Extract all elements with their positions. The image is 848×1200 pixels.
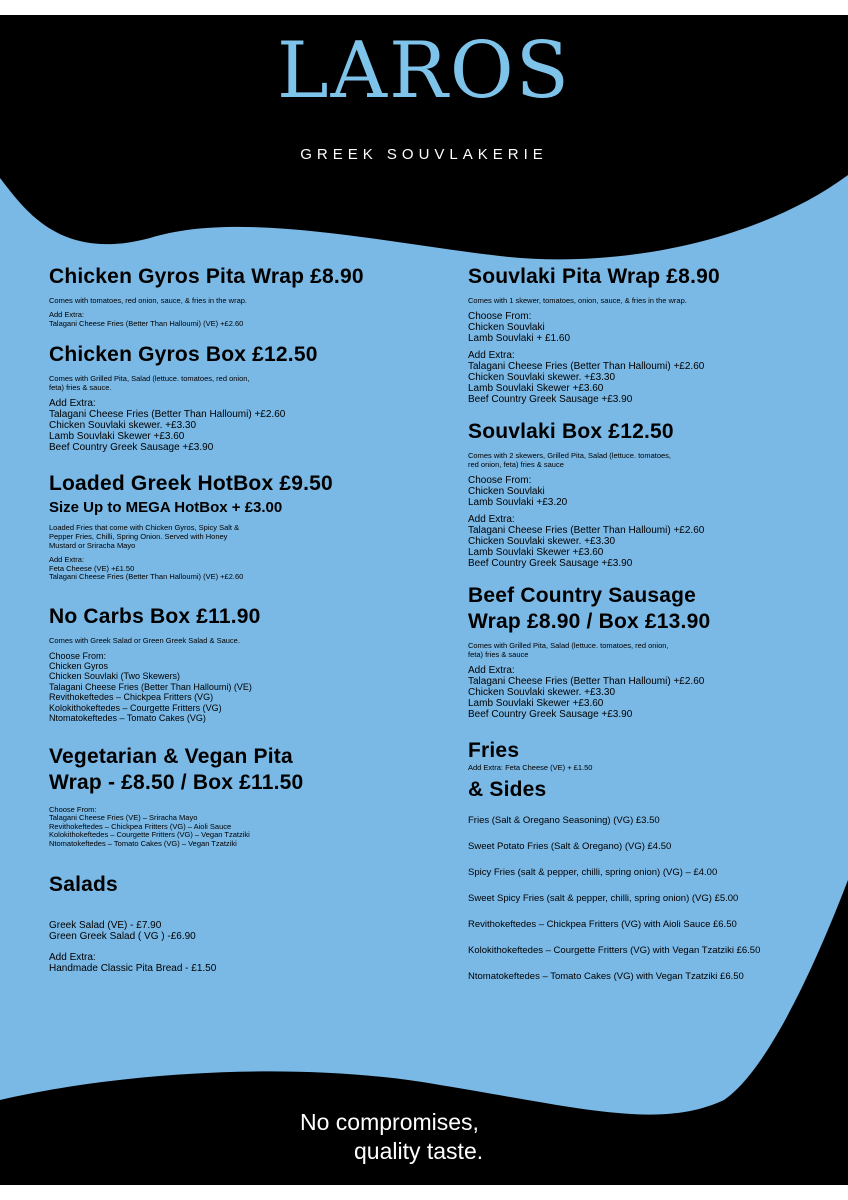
- item-title: Fries: [468, 739, 520, 762]
- item-title: Chicken Gyros Pita Wrap £8.90: [49, 265, 364, 288]
- item-title: Souvlaki Pita Wrap £8.90: [468, 265, 720, 288]
- item-upsell: Size Up to MEGA HotBox + £3.00: [49, 499, 283, 516]
- extra-option: Talagani Cheese Fries (Better Than Halloumi) (VE) +£2.60: [49, 318, 244, 328]
- item-title: Salads: [49, 873, 118, 896]
- choice-option: Kolokithokeftedes – Courgette Fritters (VG) – Vegan Tzatziki: [49, 830, 250, 839]
- desc-line: feta) fries & sauce.: [49, 383, 112, 392]
- extra-option: Lamb Souvlaki Skewer +£3.60: [49, 431, 185, 442]
- extra-option: Talagani Cheese Fries (Better Than Halloumi) +£2.60: [468, 525, 705, 536]
- salad-option: Greek Salad (VE) - £7.90: [49, 920, 162, 931]
- item-description: Comes with Greek Salad or Green Greek Salad & Sauce.: [49, 635, 240, 645]
- brand-logo: LAROS: [276, 26, 572, 116]
- extra-option: Handmade Classic Pita Bread - £1.50: [49, 963, 217, 974]
- extras-label: Add Extra:: [468, 665, 515, 676]
- choice-option: Kolokithokeftedes – Courgette Fritters (VG): [49, 702, 222, 713]
- extra-option: Add Extra: Feta Cheese (VE) + £1.50: [468, 763, 593, 772]
- side-option: Kolokithokeftedes – Courgette Fritters (VG) with Vegan Tzatziki £6.50: [468, 944, 761, 956]
- extra-option: Lamb Souvlaki Skewer +£3.60: [468, 698, 604, 709]
- choice-option: Ntomatokeftedes – Tomato Cakes (VG) – Vegan Tzatziki: [49, 838, 237, 848]
- extra-option: Chicken Souvlaki skewer. +£3.30: [468, 536, 616, 547]
- title-line: Wrap - £8.50 / Box £11.50: [49, 770, 304, 794]
- extras-label: Add Extra:: [468, 514, 515, 525]
- extra-option: Beef Country Greek Sausage +£3.90: [468, 709, 633, 720]
- extra-option: Chicken Souvlaki skewer. +£3.30: [468, 372, 616, 383]
- item-title: Chicken Gyros Box £12.50: [49, 343, 318, 366]
- menu-item-chicken-gyros-pita: [49, 264, 419, 328]
- extra-option: Beef Country Greek Sausage +£3.90: [468, 558, 633, 569]
- tagline-line: No compromises,: [300, 1109, 479, 1135]
- desc-line: red onion, feta) fries & sauce: [468, 460, 564, 469]
- extra-option: Talagani Cheese Fries (Better Than Halloumi) +£2.60: [468, 676, 705, 687]
- menu-item-no-carbs-box: [49, 604, 419, 724]
- choice-option: Revithokeftedes – Chickpea Fritters (VG): [49, 692, 214, 702]
- menu-item-fries-sides: [468, 738, 808, 982]
- extra-option: Lamb Souvlaki Skewer +£3.60: [468, 547, 604, 558]
- choice-option: Ntomatokeftedes – Tomato Cakes (VG): [49, 713, 206, 723]
- side-option: Ntomatokeftedes – Tomato Cakes (VG) with Vegan Tzatziki £6.50: [468, 970, 744, 982]
- item-description: [49, 523, 419, 550]
- extras-label: Add Extra:: [49, 310, 85, 319]
- menu-item-souvlaki-box: [468, 419, 808, 569]
- desc-line: Pepper Fries, Chilli, Spring Onion. Served with Honey: [49, 532, 228, 541]
- choose-label: Choose From:: [468, 311, 532, 322]
- title-line: Wrap £8.90 / Box £13.90: [468, 610, 711, 633]
- choice-option: Chicken Gyros: [49, 660, 109, 671]
- extras-label: Add Extra:: [49, 952, 96, 963]
- extra-option: Chicken Souvlaki skewer. +£3.30: [468, 687, 616, 698]
- side-option: Spicy Fries (salt & pepper, chilli, spring onion) (VG) – £4.00: [468, 866, 718, 878]
- desc-line: Comes with Grilled Pita, Salad (lettuce. tomatoes, red onion,: [468, 641, 669, 650]
- choice-option: Revithokeftedes – Chickpea Fritters (VG) – Aioli Sauce: [49, 821, 232, 831]
- desc-line: Loaded Fries that come with Chicken Gyros, Spicy Salt &: [49, 523, 240, 532]
- menu-item-beef-country-sausage: [468, 583, 808, 720]
- menu-item-salads: [49, 872, 419, 974]
- side-option: Sweet Spicy Fries (salt & pepper, chilli, spring onion) (VG) £5.00: [468, 892, 739, 904]
- extra-option: Lamb Souvlaki Skewer +£3.60: [468, 383, 604, 394]
- choice-option: Talagani Cheese Fries (VE) – Sriracha Mayo: [49, 813, 198, 822]
- desc-line: Mustard or Sriracha Mayo: [49, 541, 136, 550]
- desc-line: feta) fries & sauce: [468, 650, 529, 659]
- choose-label: Choose From:: [49, 804, 97, 814]
- tagline: [300, 1108, 483, 1166]
- item-title: Souvlaki Box £12.50: [468, 420, 674, 443]
- title-line: Beef Country Sausage: [468, 584, 697, 607]
- choice-option: Chicken Souvlaki (Two Skewers): [49, 671, 181, 681]
- item-description: [49, 374, 419, 392]
- extras-label: Add Extra:: [49, 398, 96, 409]
- extras-label: Add Extra:: [49, 555, 85, 564]
- choose-label: Choose From:: [49, 650, 107, 661]
- choice-option: Lamb Souvlaki +£3.20: [468, 497, 568, 508]
- brand-subtitle: GREEK SOUVLAKERIE: [300, 146, 548, 163]
- menu-item-vegetarian-vegan-pita: [49, 744, 419, 849]
- menu-item-chicken-gyros-box: [49, 342, 419, 453]
- left-column: [49, 264, 419, 974]
- side-option: Revithokeftedes – Chickpea Fritters (VG) with Aioli Sauce £6.50: [468, 918, 737, 930]
- tagline-line: quality taste.: [354, 1138, 484, 1164]
- side-option: Fries (Salt & Oregano Seasoning) (VG) £3.50: [468, 814, 660, 826]
- menu-item-loaded-hotbox: [49, 471, 419, 582]
- sides-title: & Sides: [468, 777, 547, 801]
- side-option: Sweet Potato Fries (Salt & Oregano) (VG) £4.50: [468, 840, 672, 852]
- desc-line: Comes with 2 skewers, Grilled Pita, Salad (lettuce. tomatoes,: [468, 451, 671, 460]
- extra-option: Talagani Cheese Fries (Better Than Halloumi) +£2.60: [49, 409, 286, 420]
- item-description: Comes with tomatoes, red onion, sauce, & fries in the wrap.: [49, 296, 248, 305]
- choose-label: Choose From:: [468, 475, 532, 486]
- salad-option: Green Greek Salad ( VG ) -£6.90: [49, 931, 196, 942]
- item-title: Loaded Greek HotBox £9.50: [49, 472, 333, 495]
- extra-option: Beef Country Greek Sausage +£3.90: [49, 442, 214, 453]
- right-column: [468, 264, 808, 997]
- item-description: [468, 641, 808, 659]
- extra-option: Chicken Souvlaki skewer. +£3.30: [49, 420, 197, 431]
- choice-option: Talagani Cheese Fries (Better Than Halloumi) (VE): [49, 681, 252, 692]
- extras-label: Add Extra:: [468, 350, 515, 361]
- item-title: No Carbs Box £11.90: [49, 604, 261, 628]
- menu-item-souvlaki-pita: [468, 264, 808, 405]
- extra-option: Talagani Cheese Fries (Better Than Halloumi) (VE) +£2.60: [49, 572, 244, 581]
- choice-option: Chicken Souvlaki: [468, 486, 545, 497]
- extra-option: Talagani Cheese Fries (Better Than Halloumi) +£2.60: [468, 361, 705, 372]
- item-title: [49, 744, 419, 796]
- item-description: Comes with 1 skewer, tomatoes, onion, sauce, & fries in the wrap.: [468, 296, 687, 305]
- item-title: [468, 583, 808, 635]
- extra-option: Feta Cheese (VE) +£1.50: [49, 563, 135, 573]
- choice-option: Chicken Souvlaki: [468, 322, 545, 333]
- title-line: Vegetarian & Vegan Pita: [49, 744, 293, 768]
- item-description: [468, 451, 808, 469]
- desc-line: Comes with Grilled Pita, Salad (lettuce. tomatoes, red onion,: [49, 374, 250, 383]
- choice-option: Lamb Souvlaki + £1.60: [468, 333, 571, 344]
- extra-option: Beef Country Greek Sausage +£3.90: [468, 394, 633, 405]
